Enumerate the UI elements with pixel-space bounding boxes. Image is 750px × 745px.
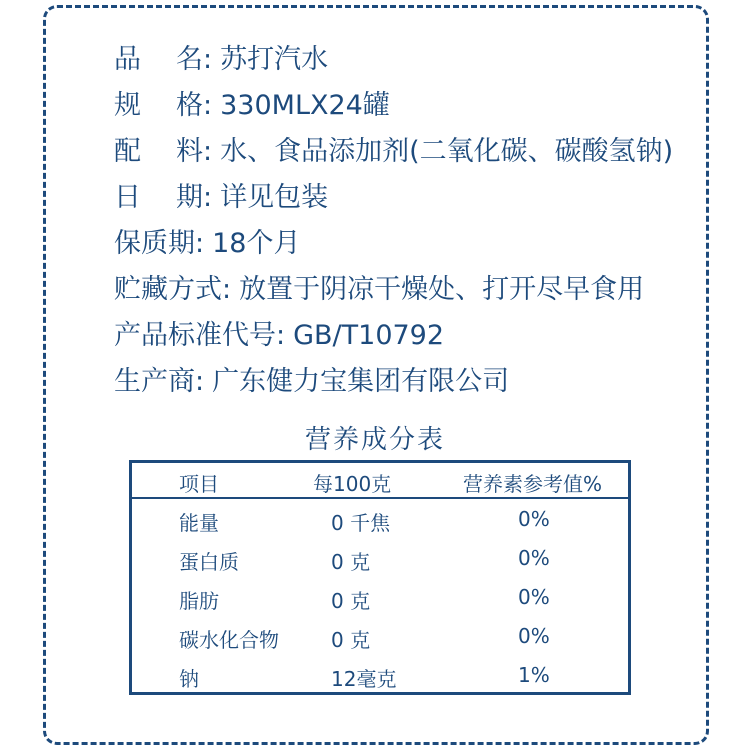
product-info — [114, 37, 673, 405]
info-label: 贮藏方式 — [114, 274, 222, 305]
info-row-spec: 规 格: 330MLX24罐 — [114, 83, 673, 129]
table-row — [132, 655, 628, 694]
nutrient-amount: 12毫克 — [331, 667, 397, 691]
header-item: 项目 — [179, 472, 219, 496]
nutrient-nrv: 1% — [518, 663, 550, 687]
header-per-100g: 每100克 — [313, 472, 392, 496]
info-label: 配 料 — [114, 136, 203, 167]
table-row — [132, 616, 628, 655]
nutrient-nrv: 0% — [518, 585, 550, 609]
nutrient-name: 碳水化合物 — [179, 628, 279, 652]
info-label: 规 格 — [114, 90, 203, 121]
info-label: 产品标准代号 — [114, 320, 276, 351]
info-value: 18个月 — [212, 228, 301, 259]
info-value: 放置于阴凉干燥处、打开尽早食用 — [239, 274, 645, 305]
nutrient-amount: 0 克 — [331, 550, 371, 574]
table-row — [132, 538, 628, 577]
info-row-storage: 贮藏方式: 放置于阴凉干燥处、打开尽早食用 — [114, 267, 673, 313]
table-header-row — [132, 463, 628, 499]
info-row-shelf-life: 保质期: 18个月 — [114, 221, 673, 267]
info-row-manufacturer: 生产商: 广东健力宝集团有限公司 — [114, 359, 673, 405]
info-value: 330MLX24罐 — [220, 90, 390, 121]
info-value: 苏打汽水 — [220, 44, 329, 75]
info-label: 保质期 — [114, 228, 195, 259]
nutrient-nrv: 0% — [518, 624, 550, 648]
nutrition-table — [129, 460, 631, 695]
nutrient-nrv: 0% — [518, 507, 550, 531]
nutrient-name: 能量 — [179, 511, 219, 535]
nutrition-table-title: 营养成分表 — [304, 425, 445, 455]
info-row-ingredients: 配 料: 水、食品添加剂(二氧化碳、碳酸氢钠) — [114, 129, 673, 175]
info-value: GB/T10792 — [293, 320, 445, 351]
info-row-date: 日 期: 详见包装 — [114, 175, 673, 221]
nutrient-name: 钠 — [179, 667, 199, 691]
table-row — [132, 577, 628, 616]
info-value: 广东健力宝集团有限公司 — [212, 366, 510, 397]
info-row-name: 品 名: 苏打汽水 — [114, 37, 673, 83]
nutrient-amount: 0 千焦 — [331, 511, 391, 535]
nutrient-amount: 0 克 — [331, 628, 371, 652]
info-row-standard: 产品标准代号: GB/T10792 — [114, 313, 673, 359]
nutrient-nrv: 0% — [518, 546, 550, 570]
info-label: 日 期 — [114, 182, 203, 213]
info-value: 水、食品添加剂(二氧化碳、碳酸氢钠) — [220, 136, 674, 167]
nutrient-name: 蛋白质 — [179, 550, 239, 574]
info-label: 生产商 — [114, 366, 195, 397]
nutrient-amount: 0 克 — [331, 589, 371, 613]
header-nrv: 营养素参考值% — [463, 472, 603, 496]
nutrient-name: 脂肪 — [179, 589, 219, 613]
table-row — [132, 499, 628, 538]
info-value: 详见包装 — [220, 182, 329, 213]
info-label: 品 名 — [114, 44, 203, 75]
